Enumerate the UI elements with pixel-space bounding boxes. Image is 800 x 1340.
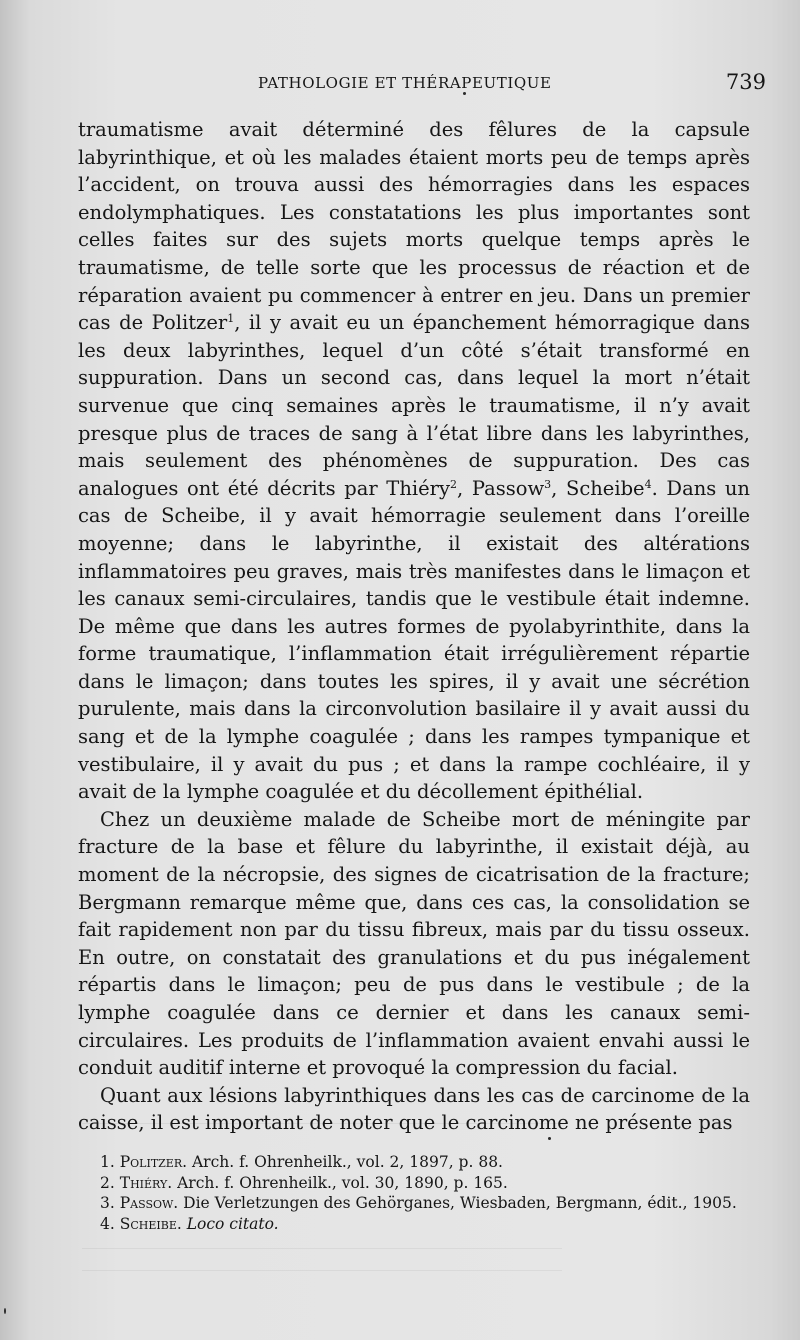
paragraph-1-part-a: traumatisme avait déterminé des fêlures de la capsule labyrinthique, et où les malades étaient morts peu de temps après l’accident, on trouva aussi des hémorragies dans les espaces endolymphatiques. Les constatations les plus importantes sont celles faites sur des sujets morts quelque temps après le traumatisme, de telle sorte que les processus de réaction et de réparation avaient pu commencer à entrer en jeu. Dans un premier cas de Politzer — [78, 118, 750, 335]
paragraph-1-part-e: . Dans un cas de Scheibe, il y avait hémorragie seulement dans l’oreille moyenne; dans le labyrinthe, il existait des altérations inflammatoires peu graves, mais très manifestes dans le limaçon et les canaux semi-circulaires, tandis que le vestibule était indemne. De même que dans les autres formes de pyolabyrinthite, dans la forme traumatique, l’inflammation était irrégulièrement répartie dans le limaçon; dans toutes les spires, il y avait une sécrétion purulente, mais dans la circonvolution basilaire il y avait aussi du sang et de la lymphe coagulée ; dans les rampes tympanique et vestibulaire, il y avait du pus ; et dans la rampe cochléaire, il y avait de la lymphe coagulée et du décollement épithélial. — [78, 476, 750, 804]
show-through-line — [82, 1248, 562, 1249]
paragraph-1-part-b: , il y avait eu un épanchement hémorragique dans les deux labyrinthes, lequel d’un côté s’était transformé en suppuration. Dans un second cas, dans lequel la mort n’était survenue que cinq semaines après le traumatisme, il n’y avait presque plus de traces de sang à l’état libre dans les labyrinthes, mais seulement des phénomènes de suppuration. Des cas analogues ont été décrits par Thiéry — [78, 311, 750, 500]
footnote-ref-2: 2 — [450, 477, 457, 491]
footnote-italic-text: Loco citato. — [186, 1214, 279, 1233]
footnote-author: Thiéry. — [119, 1173, 173, 1192]
paragraph-1-part-d: , Scheibe — [551, 476, 645, 500]
paragraph-2: Chez un deuxième malade de Scheibe mort de méningite par fracture de la base et fêlure du labyrinthe, il existait déjà, au moment de la nécropsie, des signes de cicatrisation de la fracture; Bergmann remarque même que, dans ces cas, la consolidation se fait rapidement non par du tissu fibreux, mais par du tissu osseux. En outre, on constatait des granulations et du pus inégalement répartis dans le limaçon; peu de pus dans le vestibule ; de la lymphe coagulée dans ce dernier et dans les canaux semi-circulaires. Les produits de l’inflammation avaient envahi aussi le conduit auditif interne et provoqué la compression du facial. — [78, 807, 750, 1080]
body-text — [78, 116, 750, 1137]
footnote-number: 1. — [100, 1153, 115, 1171]
footnote-4 — [78, 1214, 750, 1235]
footnote-author: Politzer. — [119, 1153, 188, 1171]
ink-speck — [463, 92, 466, 95]
paragraph-1-part-c: , Passow — [457, 476, 545, 500]
footnote-3 — [78, 1193, 750, 1214]
footnote-author: Scheibe. — [119, 1214, 182, 1233]
paragraph-1 — [78, 116, 750, 806]
page-number: 739 — [725, 70, 766, 94]
footnote-2 — [78, 1173, 750, 1194]
page-header — [258, 72, 778, 98]
footnote-number: 2. — [100, 1173, 115, 1192]
paragraph-3: Quant aux lésions labyrinthiques dans les cas de carcinome de la caisse, il est important de noter que le carcinome ne présente pas — [78, 1083, 750, 1135]
ink-speck — [4, 1308, 6, 1314]
show-through-line — [82, 1123, 562, 1124]
footnote-ref-3: 3 — [544, 477, 552, 491]
show-through-line — [82, 1270, 562, 1271]
footnotes — [78, 1152, 750, 1234]
footnote-number: 4. — [100, 1214, 115, 1233]
footnote-ref-1: 1 — [227, 312, 235, 326]
footnote-ref-4: 4 — [644, 477, 652, 491]
footnote-number: 3. — [100, 1194, 115, 1212]
footnote-author: Passow. — [119, 1194, 179, 1212]
footnote-text: Arch. f. Ohrenheilk., vol. 2, 1897, p. 88. — [187, 1153, 503, 1171]
ink-speck — [548, 1137, 551, 1140]
running-title: PATHOLOGIE ET THÉRAPEUTIQUE — [258, 74, 552, 92]
footnote-text: Die Verletzungen des Gehörganes, Wiesbaden, Bergmann, édit., 1905. — [178, 1194, 737, 1212]
footnote-text: Arch. f. Ohrenheilk., vol. 30, 1890, p. 165. — [172, 1173, 508, 1192]
footnote-1 — [78, 1152, 750, 1173]
